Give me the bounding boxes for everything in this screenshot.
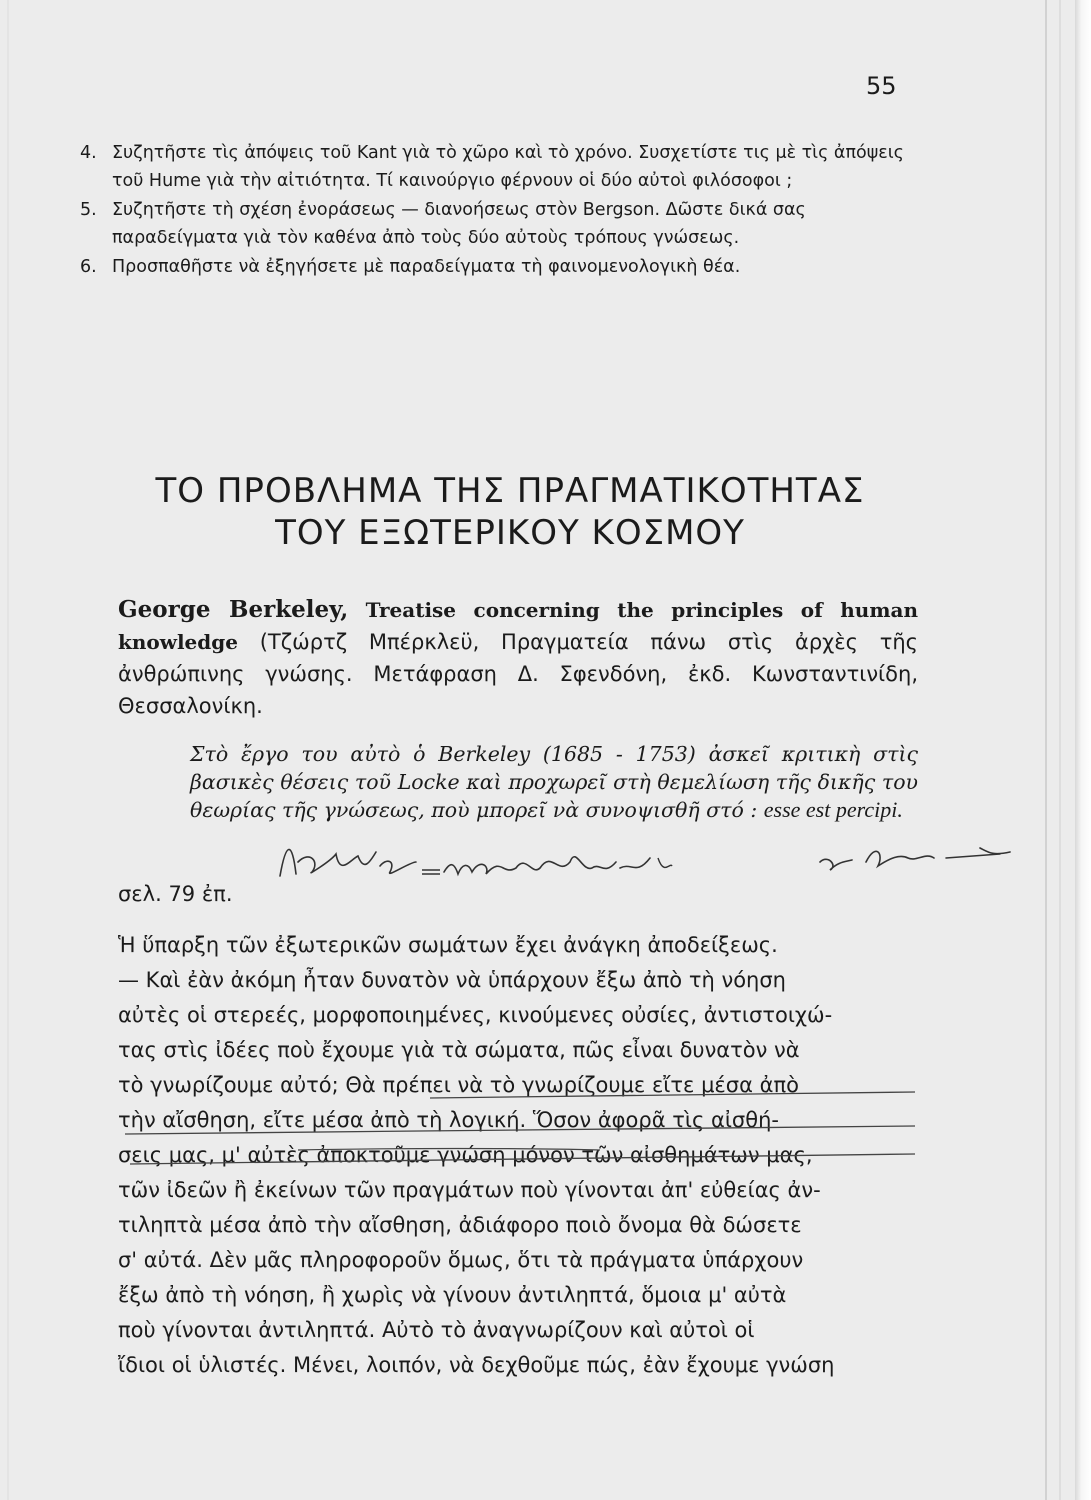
page-number: 55: [866, 72, 897, 100]
body-line: Ἡ ὕπαρξη τῶν ἐξωτερικῶν σωμάτων ἔχει ἀνάγκη ἀποδείξεως.: [118, 933, 778, 957]
body-line: ἔξω ἀπὸ τὴ νόηση, ἢ χωρὶς νὰ γίνουν ἀντιληπτά, ὅμοια μ' αὐτὰ: [118, 1283, 787, 1307]
review-questions: [80, 140, 910, 284]
body-line: — Καὶ ἐὰν ἀκόμη ἦταν δυνατὸν νὰ ὑπάρχουν ἔξω ἀπὸ τὴ νόηση: [118, 968, 786, 992]
editor-introduction: [190, 740, 918, 824]
body-line: τῶν ἰδεῶν ἢ ἐκείνων τῶν πραγμάτων ποὺ γίνονται ἀπ' εὐθείας ἀν-: [118, 1178, 821, 1202]
chapter-title-line-1: ΤΟ ΠΡΟΒΛΗΜΑ ΤΗΣ ΠΡΑΓΜΑΤΙΚΟΤΗΤΑΣ: [155, 471, 865, 511]
question-text: Προσπαθῆστε νὰ ἐξηγήσετε μὲ παραδείγματα τὴ φαινομενολογικὴ θέα.: [112, 257, 741, 277]
question-text: Συζητῆστε τὶς ἀπόψεις τοῦ Kant γιὰ τὸ χῶρο καὶ τὸ χρόνο. Συσχετίστε τις μὲ τὶς ἀπόψεις τοῦ Hume γιὰ τὴν αἰτιότητα. Τί καινούργιο φέρνουν οἱ δύο αὐτοὶ φιλόσοφοι ;: [112, 143, 904, 191]
source-work-title: Treatise concerning the principles of human knowledge: [118, 598, 918, 654]
body-line: σεις μας, μ' αὐτὲς ἀποκτοῦμε γνώση μόνον τῶν αἰσθημάτων μας,: [118, 1143, 813, 1167]
body-line: τὴν αἴσθηση, εἴτε μέσα ἀπὸ τὴ λογική. Ὅσον ἀφορᾶ τὶς αἰσθή-: [118, 1108, 779, 1132]
page-edge-shadow: [1075, 0, 1091, 1500]
quoted-text-body: [118, 928, 920, 1383]
body-line: τιληπτὰ μέσα ἀπὸ τὴν αἴσθηση, ἀδιάφορο ποιὸ ὄνομα θὰ δώσετε: [118, 1213, 802, 1237]
question-item: [80, 140, 910, 195]
source-citation: [118, 594, 918, 722]
chapter-title: [90, 470, 930, 554]
handwritten-annotation: [240, 832, 1040, 892]
question-item: [80, 254, 910, 282]
body-line: τὸ γνωρίζουμε αὐτό; Θὰ πρέπει νὰ τὸ γνωρίζουμε εἴτε μέσα ἀπὸ: [118, 1073, 799, 1097]
body-line: αὐτὲς οἱ στερεές, μορφοποιημένες, κινούμενες οὐσίες, ἀντιστοιχώ-: [118, 1003, 833, 1027]
body-line: ἴδιοι οἱ ὑλιστές. Μένει, λοιπόν, νὰ δεχθοῦμε πώς, ἐὰν ἔχουμε γνώση: [118, 1353, 835, 1377]
question-number: 4.: [80, 143, 97, 163]
source-details: (Τζώρτζ Μπέρκλεϋ, Πραγματεία πάνω στὶς ἀρχὲς τῆς ἀνθρώπινης γνώσης. Μετάφραση Δ. Σφενδόνη, ἐκδ. Κωνσταντινίδη, Θεσσαλονίκη.: [118, 630, 918, 718]
question-number: 6.: [80, 257, 97, 277]
question-item: [80, 197, 910, 252]
question-number: 5.: [80, 200, 97, 220]
chapter-title-line-2: ΤΟΥ ΕΞΩΤΕΡΙΚΟΥ ΚΟΣΜΟΥ: [275, 513, 745, 553]
question-text: Συζητῆστε τὴ σχέση ἐνοράσεως — διανοήσεως στὸν Bergson. Δῶστε δικά σας παραδείγματα γιὰ τὸν καθένα ἀπὸ τοὺς δύο αὐτοὺς τρόπους γνώσεως.: [112, 200, 806, 248]
page-reference: σελ. 79 ἐπ.: [118, 882, 233, 906]
body-line: τας στὶς ἰδέες ποὺ ἔχουμε γιὰ τὰ σώματα, πῶς εἶναι δυνατὸν νὰ: [118, 1038, 800, 1062]
source-author: George Berkeley,: [118, 596, 349, 623]
body-line: σ' αὐτά. Δὲν μᾶς πληροφοροῦν ὅμως, ὅτι τὰ πράγματα ὑπάρχουν: [118, 1248, 804, 1272]
body-line: ποὺ γίνονται ἀντιληπτά. Αὐτὸ τὸ ἀναγνωρίζουν καὶ αὐτοὶ οἱ: [118, 1318, 755, 1342]
intro-latin-phrase: esse est percipi.: [763, 797, 903, 822]
intro-text: Στὸ ἔργο του αὐτὸ ὁ Berkeley (1685 - 1753) ἀσκεῖ κριτικὴ στὶς βασικὲς θέσεις τοῦ Locke καὶ προχωρεῖ στὴ θεμελίωση τῆς δικῆς του θεωρίας τῆς γνώσεως, ποὺ μπορεῖ νὰ συνοψισθῆ στό :: [190, 742, 918, 822]
